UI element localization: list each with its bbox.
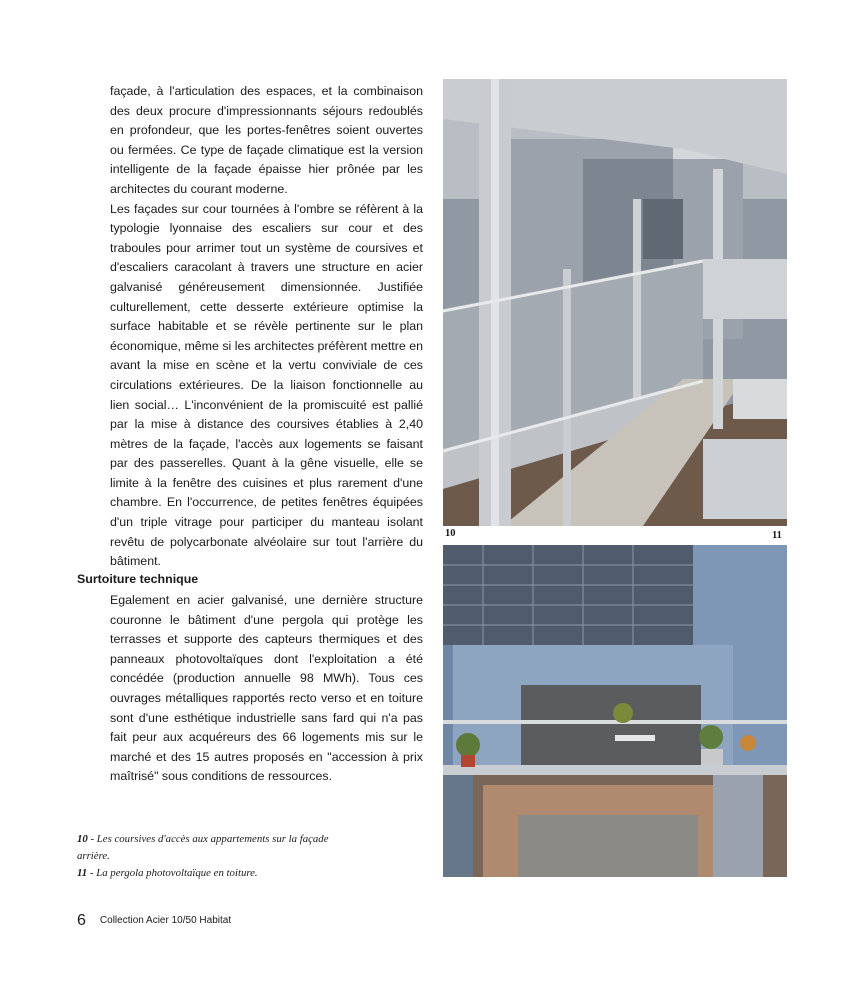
section-text [110, 591, 423, 787]
caption-10 [77, 831, 337, 865]
figure-label-right: 11 [772, 530, 782, 541]
figure-label-left: 10 [445, 528, 456, 539]
body-paragraph-1: façade, à l'articulation des espaces, et la combinaison des deux procure d'impressionnants séjours redoublés en profondeur, que les portes-fenêtres soient ouvertes ou fermées. Ce type de façade climatique est la version intelligente de la façade épaisse hier prônée par les architectes du courant moderne. [110, 84, 423, 196]
body-paragraph-3: Egalement en acier galvanisé, une dernière structure couronne le bâtiment d'une pergola qui protège les terrasses et supporte des capteurs thermiques et des panneaux photovoltaïques dont l'exploitation a été concédée (production annuelle 98 MWh). Tous ces ouvrages métalliques rapportés recto verso et en toiture sont d'une esthétique industrielle sans fard qui n'a pas fait peur aux acquéreurs des 66 logements mis sur le marché et des 15 autres proposés en "accession à prix maîtrisé" sous conditions de ressources. [110, 593, 423, 784]
caption-10-text: - Les coursives d'accès aux appartements sur la façade arrière. [77, 833, 329, 862]
photo-pergola [443, 545, 787, 877]
page-footer [77, 912, 231, 930]
body-paragraph-2: Les façades sur cour tournées à l'ombre se réfèrent à la typologie lyonnaise des escaliers sur cour et des traboules pour arrimer tout un système de coursives et d'escaliers caracolant à travers une structure en acier galvanisé généreusement dimensionnée. Justifiée culturellement, cette desserte extérieure optimise la surface habitable et se révèle pertinente sur le plan économique, même si les architectes préfèrent mettre en avant la mise en scène et la vertu conviviale de ces circulations extérieures. De la liaison fonctionnelle au lien social… L'inconvénient de la promiscuité est pallié par la mise à distance des coursives établies à 2,40 mètres de la façade, l'accès aux logements se faisant par des passerelles. Quant à la gêne visuelle, elle se limite à la fenêtre des cuisines et plus rarement d'une chambre. En l'occurrence, de petites fenêtres équipées d'un triple vitrage pour participer du manteau isolant revêtu de polycarbonate alvéolaire sur tout l'arrière du bâtiment. [110, 201, 423, 569]
figure-captions [77, 831, 337, 882]
caption-11-text: - La pergola photovoltaïque en toiture. [87, 867, 258, 879]
section-heading: Surtoiture technique [77, 572, 199, 586]
photo-walkways [443, 79, 787, 526]
caption-11 [77, 865, 337, 882]
caption-11-number: 11 [77, 867, 88, 879]
main-text-column [110, 82, 423, 572]
caption-10-number: 10 [77, 833, 88, 845]
page-number: 6 [77, 912, 86, 929]
collection-title: Collection Acier 10/50 Habitat [99, 915, 232, 926]
